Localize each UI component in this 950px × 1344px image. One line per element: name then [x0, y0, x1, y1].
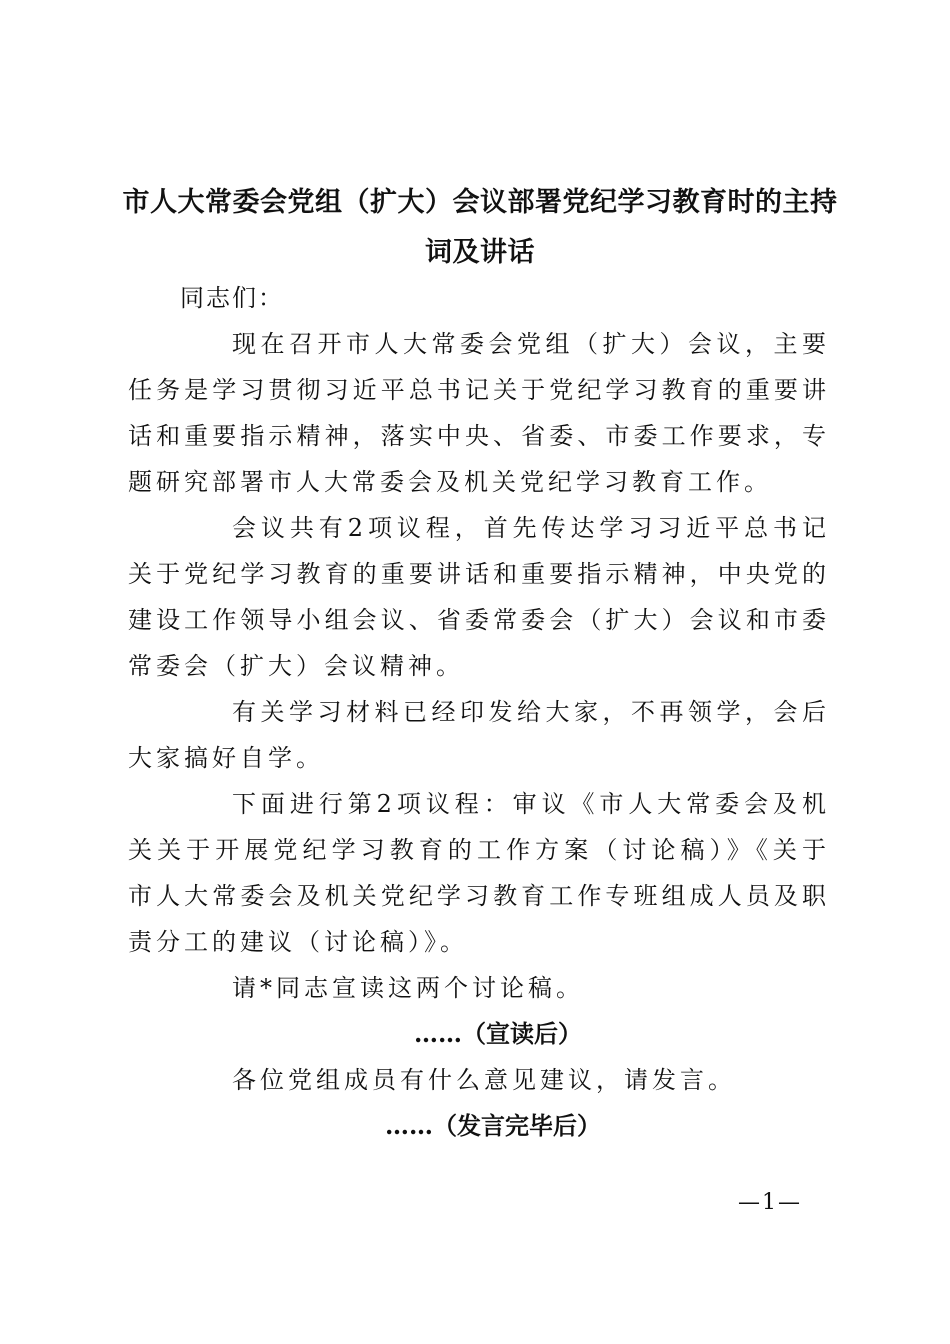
- document-title: 市人大常委会党组（扩大）会议部署党纪学习教育时的主持词及讲话: [122, 187, 838, 268]
- comment-request: 各位党组成员有什么意见建议，请发言。: [232, 1066, 736, 1094]
- paragraph-1: 现在召开市人大常委会党组（扩大）会议，主要任务是学习贯彻习近平总书记关于党纪学习教育的重要讲话和重要指示精神，落实中央、省委、市委工作要求，专题研究部署市人大常委会及机关党纪学习教育工作。: [128, 330, 830, 496]
- stage-note-after-reading: ……（宣读后）: [414, 1019, 582, 1048]
- document-body: [128, 275, 830, 1149]
- paragraph-3: 有关学习材料已经印发给大家，不再领学，会后大家搞好自学。: [128, 698, 830, 772]
- stage-note-after-speech: ……（发言完毕后）: [385, 1111, 601, 1140]
- paragraph-4: 下面进行第2项议程：审议《市人大常委会及机关关于开展党纪学习教育的工作方案（讨论稿）》《关于市人大常委会及机关党纪学习教育工作专班组成人员及职责分工的建议（讨论稿）》。: [128, 790, 830, 956]
- paragraph-2: 会议共有2项议程，首先传达学习习近平总书记关于党纪学习教育的重要讲话和重要指示精神，中央党的建设工作领导小组会议、省委常委会（扩大）会议和市委常委会（扩大）会议精神。: [128, 514, 830, 680]
- reading-request: 请*同志宣读这两个讨论稿。: [232, 974, 584, 1002]
- page-number: —1—: [738, 1190, 802, 1215]
- salutation: 同志们：: [180, 284, 284, 312]
